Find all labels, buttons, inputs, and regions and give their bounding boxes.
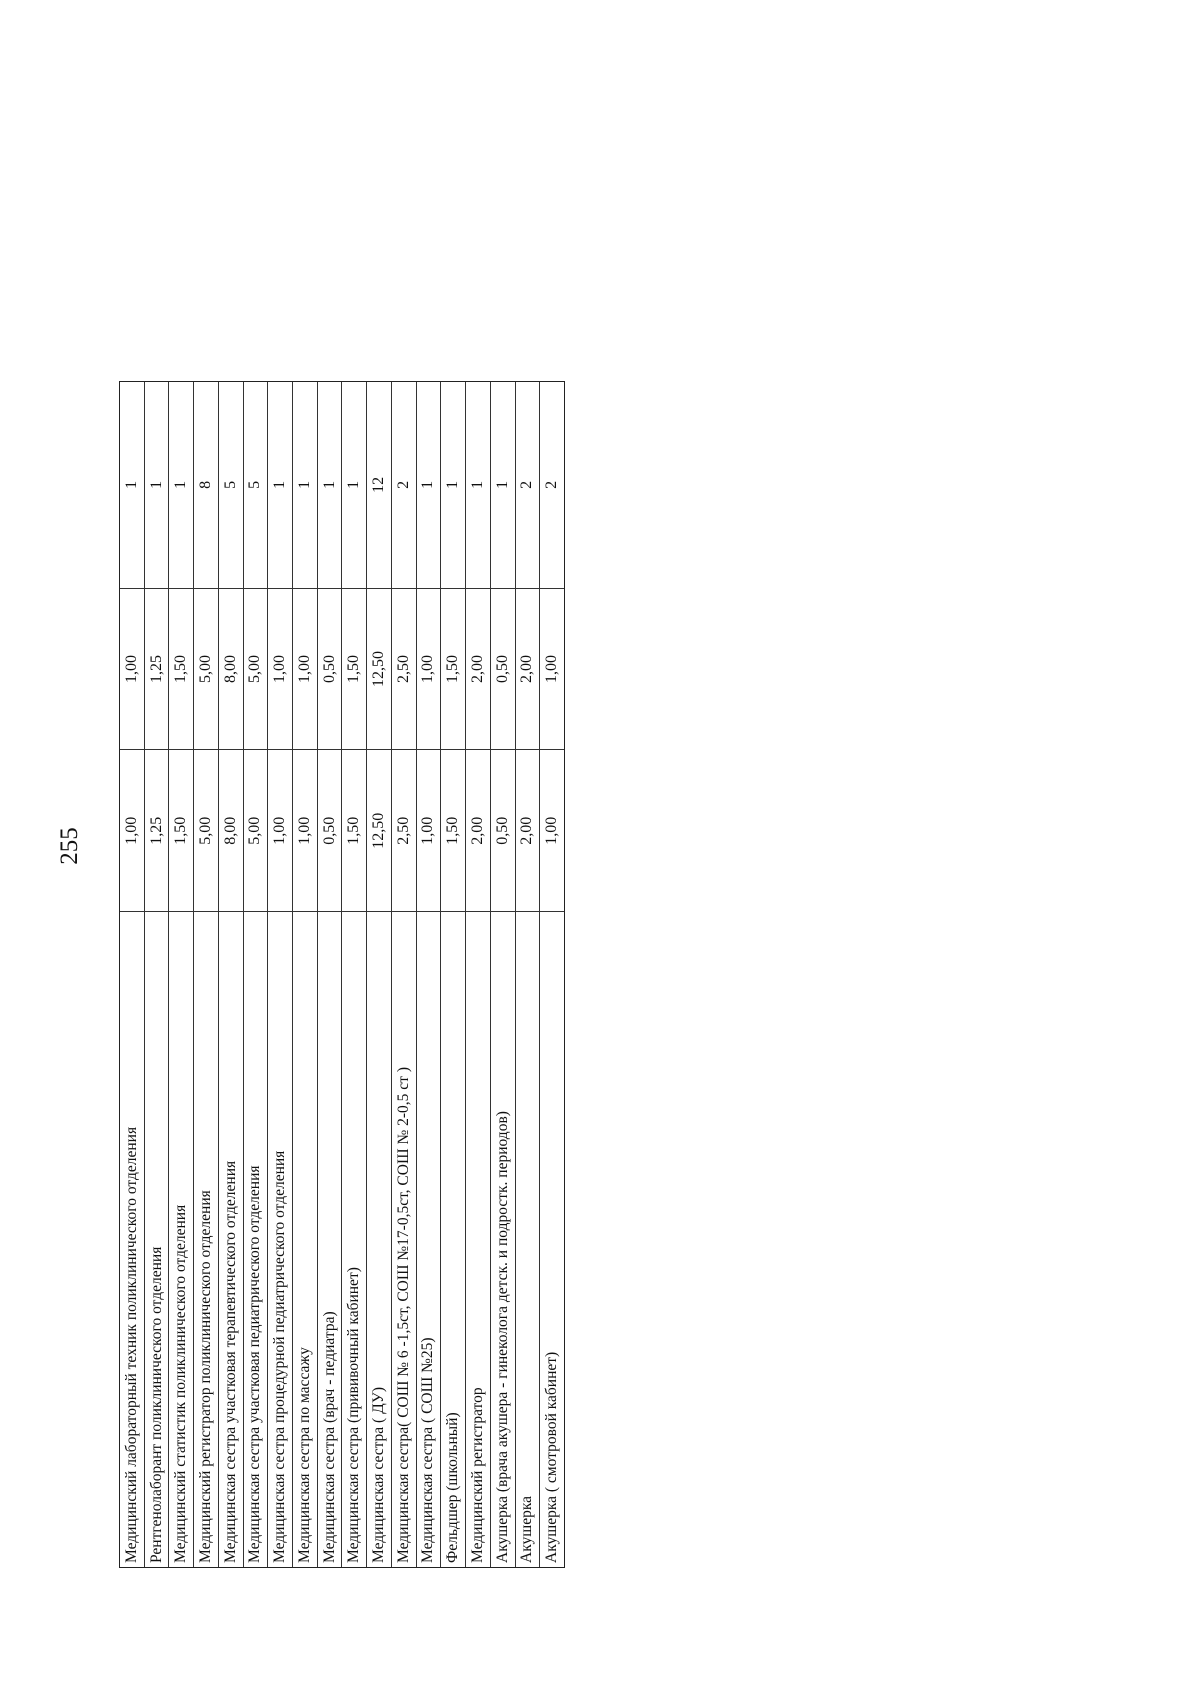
value-cell-c: 5	[221, 480, 239, 489]
value-cell-b: 1,50	[441, 588, 465, 750]
table-row	[417, 382, 442, 1567]
value-cell-b: 2,00	[466, 588, 490, 750]
position-name-cell: Медицинская сестра (врач - педиатра)	[318, 911, 342, 1567]
value-cell-c: 8	[197, 480, 215, 489]
position-name-cell: Акушерка ( смотровой кабинет)	[540, 911, 564, 1567]
value-cell-a: 1,00	[268, 749, 292, 911]
table-row	[145, 382, 170, 1567]
table-row	[268, 382, 293, 1567]
value-cell-a: 1,25	[145, 749, 169, 911]
table-row	[342, 382, 367, 1567]
value-cell-b: 1,00	[268, 588, 292, 750]
position-name-cell: Медицинская сестра процедурной педиатрического отделения	[268, 911, 292, 1567]
value-cell-b: 1,00	[120, 588, 144, 750]
table-row	[120, 382, 145, 1567]
position-name-cell: Медицинская сестра по массажу	[293, 911, 317, 1567]
value-cell-a: 2,00	[516, 749, 540, 911]
staffing-table	[119, 381, 565, 1568]
table-row	[244, 382, 269, 1567]
value-cell-b: 0,50	[491, 588, 515, 750]
value-cell-a: 1,50	[169, 749, 193, 911]
value-cell-c: 2	[518, 480, 536, 489]
table-row	[169, 382, 194, 1567]
value-cell-a: 1,50	[441, 749, 465, 911]
page-number: 255	[56, 827, 83, 865]
value-cell-a: 0,50	[491, 749, 515, 911]
value-cell-a: 1,00	[120, 749, 144, 911]
value-cell-c: 2	[543, 480, 561, 489]
value-cell-a: 1,50	[342, 749, 366, 911]
position-name-cell: Медицинская сестра( СОШ № 6 -1,5ст, СОШ №17-0,5ст, СОШ № 2-0,5 ст )	[392, 911, 416, 1567]
position-name-cell: Медицинский регистратор поликлинического отделения	[194, 911, 218, 1567]
value-cell-c: 12	[370, 476, 388, 493]
table-row	[194, 382, 219, 1567]
value-cell-c: 1	[172, 480, 190, 489]
value-cell-b: 8,00	[219, 588, 243, 750]
value-cell-b: 1,00	[417, 588, 441, 750]
value-cell-c: 2	[394, 480, 412, 489]
value-cell-b: 1,25	[145, 588, 169, 750]
position-name-cell: Медицинская сестра участковая терапевтического отделения	[219, 911, 243, 1567]
table-row	[392, 382, 417, 1567]
position-name-cell: Медицинская сестра участковая педиатрического отделения	[244, 911, 268, 1567]
value-cell-c: 1	[345, 480, 363, 489]
value-cell-c: 1	[147, 480, 165, 489]
value-cell-b: 2,50	[392, 588, 416, 750]
value-cell-c: 1	[444, 480, 462, 489]
position-name-cell: Медицинская сестра ( СОШ №25)	[417, 911, 441, 1567]
value-cell-c: 5	[246, 480, 264, 489]
position-name-cell: Медицинская сестра ( ДУ)	[367, 911, 391, 1567]
value-cell-b: 5,00	[194, 588, 218, 750]
value-cell-a: 5,00	[194, 749, 218, 911]
value-cell-b: 1,50	[342, 588, 366, 750]
value-cell-c: 1	[320, 480, 338, 489]
position-name-cell: Медицинский лабораторный техник поликлинического отделения	[120, 911, 144, 1567]
position-name-cell: Медицинская сестра (прививочный кабинет)	[342, 911, 366, 1567]
table-row	[491, 382, 516, 1567]
table-row	[466, 382, 491, 1567]
value-cell-b: 1,00	[293, 588, 317, 750]
table-row	[318, 382, 343, 1567]
table-row	[367, 382, 392, 1567]
value-cell-c: 1	[295, 480, 313, 489]
value-cell-a: 12,50	[367, 749, 391, 911]
position-name-cell: Акушерка (врача акушера - гинеколога детск. и подростк. периодов)	[491, 911, 515, 1567]
value-cell-b: 1,50	[169, 588, 193, 750]
position-name-cell: Медицинский статистик поликлинического отделения	[169, 911, 193, 1567]
value-cell-a: 8,00	[219, 749, 243, 911]
value-cell-a: 1,00	[417, 749, 441, 911]
position-name-cell: Акушерка	[516, 911, 540, 1567]
table-row	[516, 382, 541, 1567]
position-name-cell: Рентгенолаборант поликлинического отделения	[145, 911, 169, 1567]
position-name-cell: Медицинский регистратор	[466, 911, 490, 1567]
value-cell-a: 2,50	[392, 749, 416, 911]
value-cell-c: 1	[271, 480, 289, 489]
value-cell-c: 1	[419, 480, 437, 489]
value-cell-c: 1	[468, 480, 486, 489]
value-cell-a: 5,00	[244, 749, 268, 911]
value-cell-b: 12,50	[367, 588, 391, 750]
value-cell-b: 2,00	[516, 588, 540, 750]
table-row	[540, 382, 564, 1567]
table-row	[219, 382, 244, 1567]
table-row	[293, 382, 318, 1567]
value-cell-b: 0,50	[318, 588, 342, 750]
value-cell-c: 1	[122, 480, 140, 489]
value-cell-b: 5,00	[244, 588, 268, 750]
value-cell-a: 0,50	[318, 749, 342, 911]
value-cell-b: 1,00	[540, 588, 564, 750]
value-cell-a: 2,00	[466, 749, 490, 911]
position-name-cell: Фельдшер (школьный)	[441, 911, 465, 1567]
value-cell-c: 1	[493, 480, 511, 489]
table-row	[441, 382, 466, 1567]
value-cell-a: 1,00	[293, 749, 317, 911]
value-cell-a: 1,00	[540, 749, 564, 911]
